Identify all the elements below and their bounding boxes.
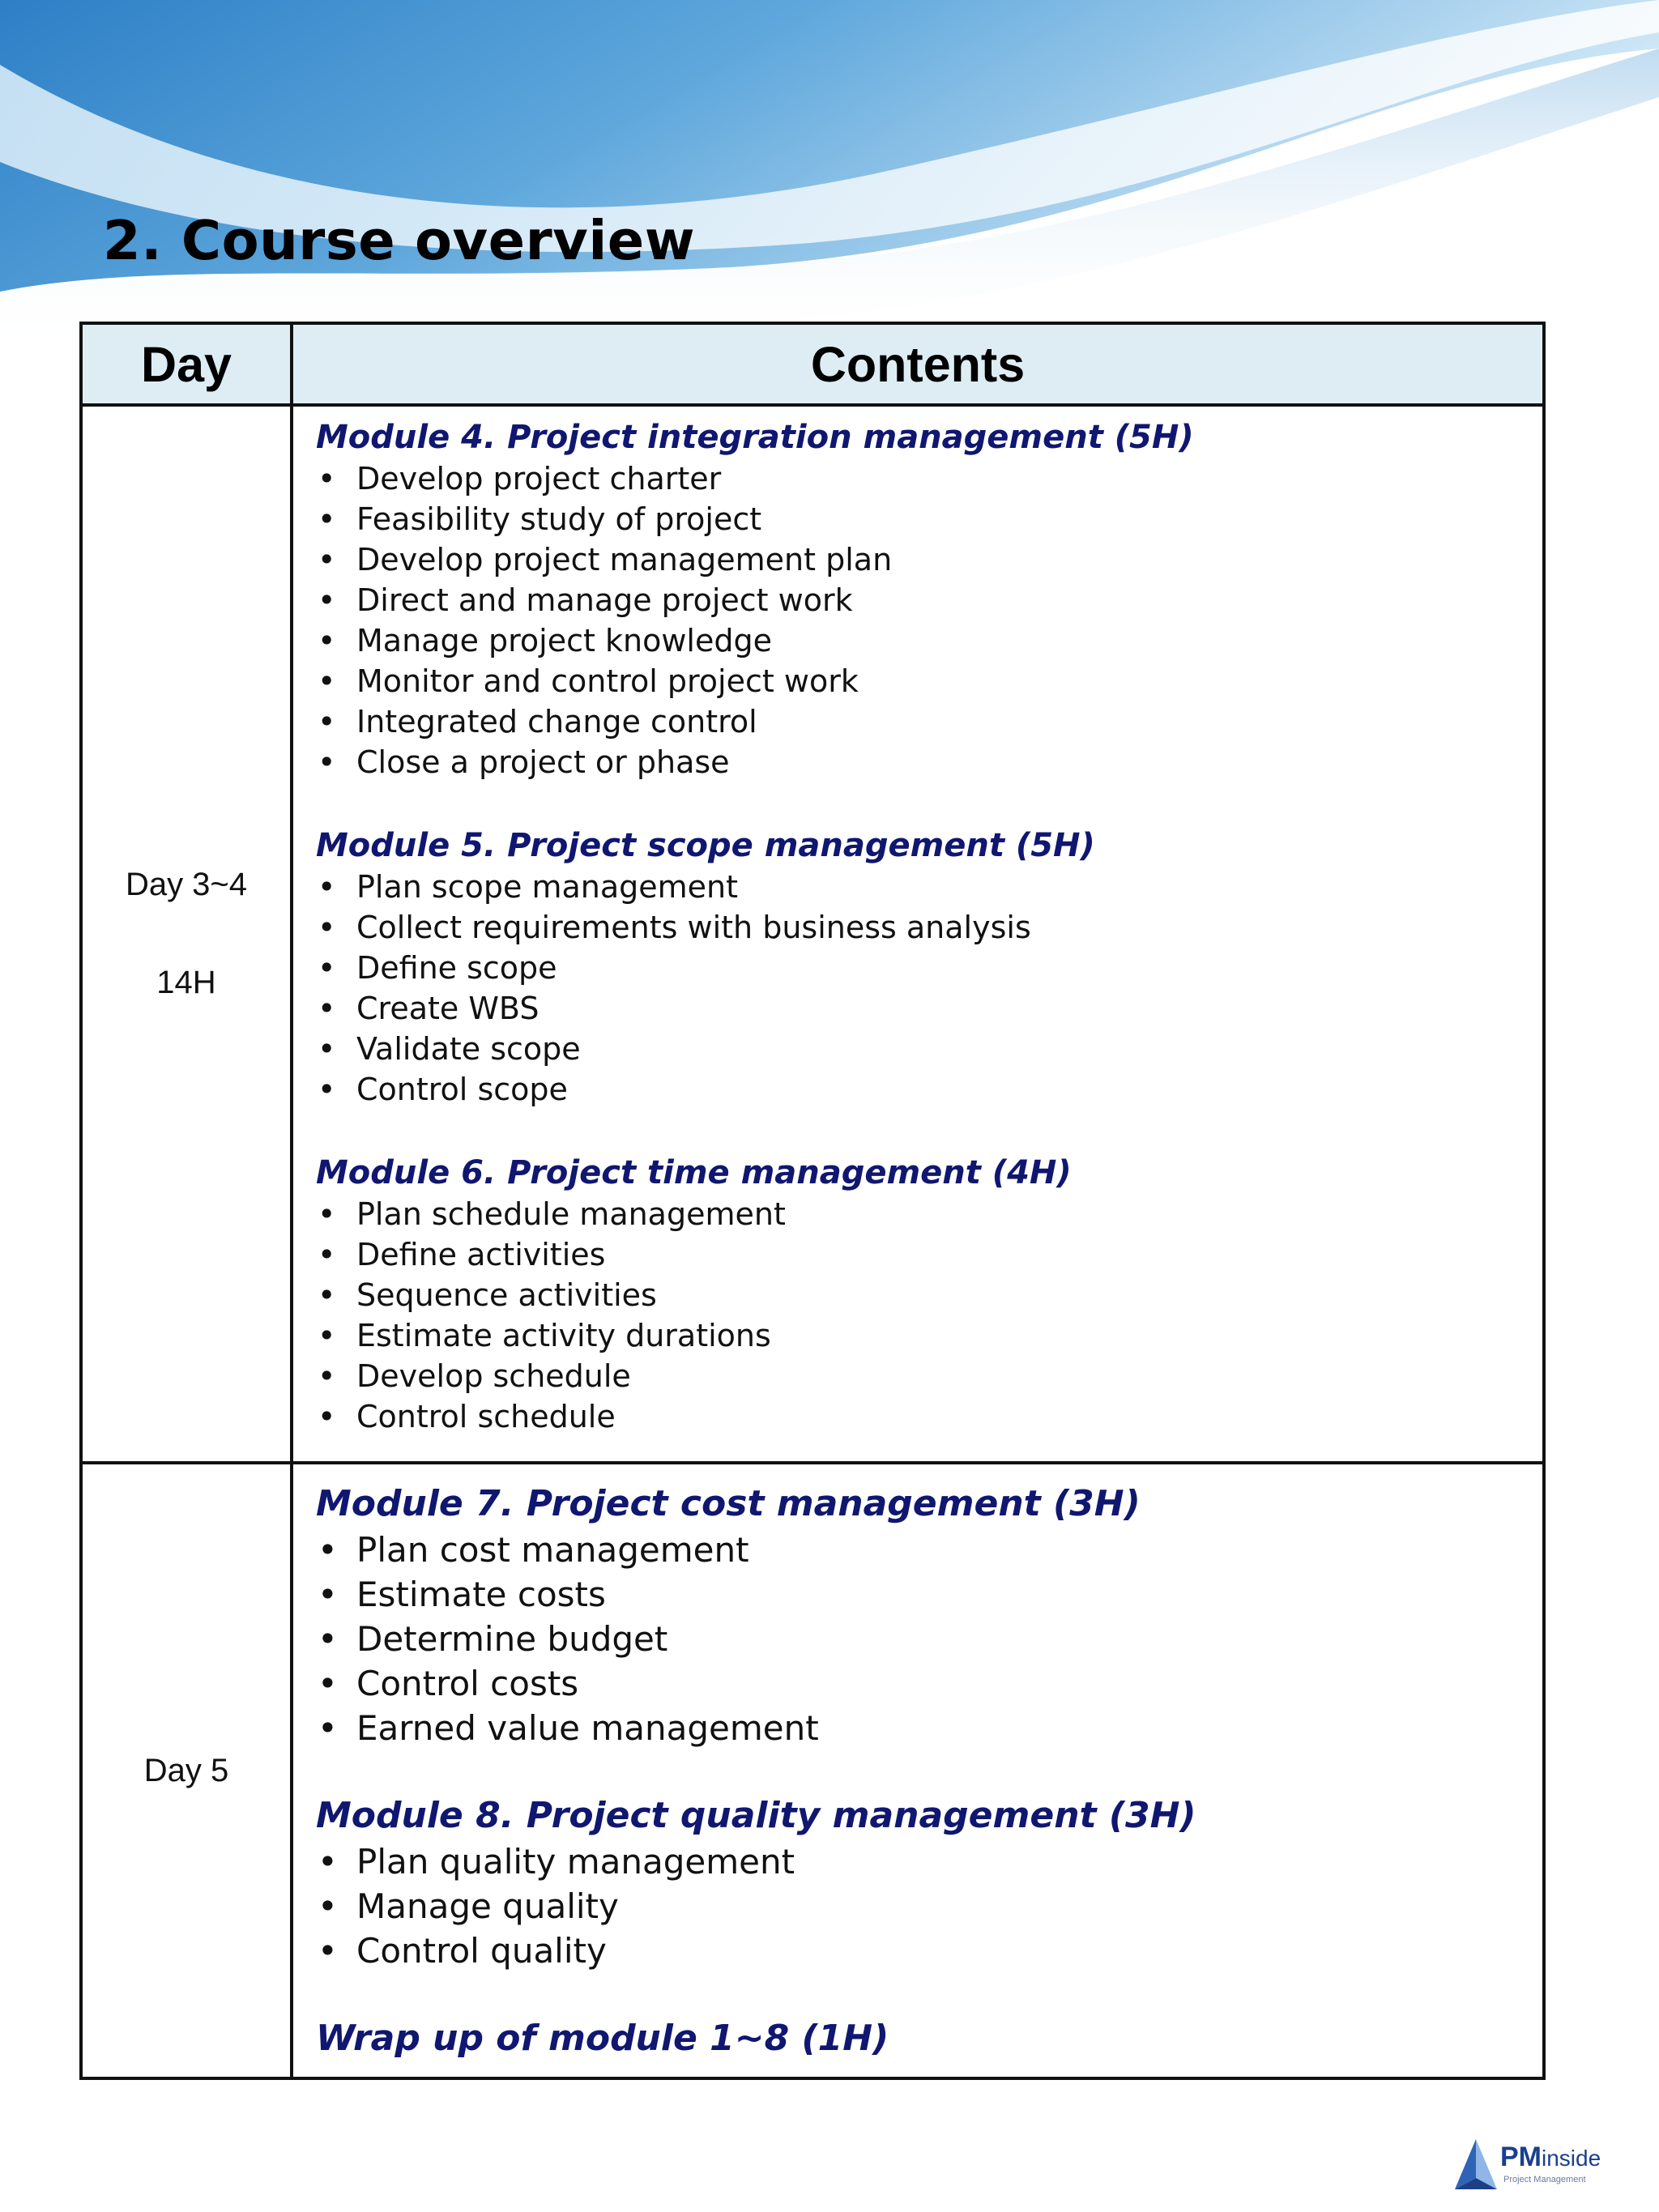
list-item: • Develop schedule — [316, 1356, 1542, 1396]
list-item: • Plan scope management — [316, 867, 1542, 907]
list-item: • Earned value management — [316, 1706, 1542, 1750]
list-item: • Estimate costs — [316, 1572, 1542, 1617]
table-header-row — [81, 323, 1544, 405]
list-item: • Control quality — [316, 1929, 1542, 1973]
course-table — [79, 322, 1546, 2080]
module-title: Module 6. Project time management (4H) — [316, 1154, 1072, 1191]
list-item: • Plan schedule management — [316, 1194, 1542, 1234]
list-item: • Manage project knowledge — [316, 620, 1542, 661]
list-item: • Define scope — [316, 948, 1542, 988]
list-item: • Control scope — [316, 1069, 1542, 1110]
module-item-list — [316, 458, 1542, 782]
module-title: Module 8. Project quality management (3H) — [316, 1795, 1196, 1836]
list-item: • Close a project or phase — [316, 742, 1542, 782]
list-item: • Manage quality — [316, 1884, 1542, 1929]
day-label: Day 3~4 — [125, 867, 248, 902]
module-item-list — [316, 1194, 1542, 1437]
list-item: • Integrated change control — [316, 701, 1542, 742]
logo-brand — [1500, 2142, 1601, 2173]
list-item: • Direct and manage project work — [316, 580, 1542, 620]
module-item-list — [316, 1839, 1542, 1973]
list-item: • Control schedule — [316, 1396, 1542, 1437]
day-label: Day 5 — [143, 1752, 229, 1788]
list-item: • Control costs — [316, 1661, 1542, 1706]
logo-brand-rest: inside — [1542, 2146, 1601, 2171]
module-title: Module 5. Project scope management (5H) — [316, 827, 1095, 864]
list-item: • Feasibility study of project — [316, 499, 1542, 539]
list-item: • Collect requirements with business analysis — [316, 907, 1542, 948]
contents-cell — [292, 405, 1544, 1463]
day-cell — [81, 405, 292, 1463]
day-cell — [81, 1463, 292, 2078]
list-item: • Create WBS — [316, 988, 1542, 1029]
module-title: Module 7. Project cost management (3H) — [316, 1483, 1141, 1524]
list-item: • Determine budget — [316, 1617, 1542, 1661]
list-item: • Estimate activity durations — [316, 1315, 1542, 1356]
module-item-list — [316, 1528, 1542, 1750]
table-row — [81, 405, 1544, 1463]
list-item: • Develop project management plan — [316, 539, 1542, 580]
header-day: Day — [81, 323, 292, 405]
list-item: • Plan quality management — [316, 1839, 1542, 1884]
list-item: • Define activities — [316, 1234, 1542, 1275]
list-item: • Sequence activities — [316, 1275, 1542, 1315]
wrap-up-title: Wrap up of module 1~8 (1H) — [316, 2018, 889, 2059]
day-hours: 14H — [156, 965, 216, 1000]
logo-tagline: Project Management — [1503, 2175, 1586, 2184]
module-title: Module 4. Project integration management (5H) — [316, 419, 1194, 456]
header-contents: Contents — [292, 323, 1544, 405]
page-title: 2. Course overview — [103, 209, 696, 272]
logo-brand-bold: PM — [1500, 2142, 1542, 2172]
list-item: • Plan cost management — [316, 1528, 1542, 1572]
contents-cell — [292, 1463, 1544, 2078]
module-item-list — [316, 867, 1542, 1110]
list-item: • Monitor and control project work — [316, 661, 1542, 701]
table-row — [81, 1463, 1544, 2078]
list-item: • Develop project charter — [316, 458, 1542, 499]
list-item: • Validate scope — [316, 1029, 1542, 1069]
